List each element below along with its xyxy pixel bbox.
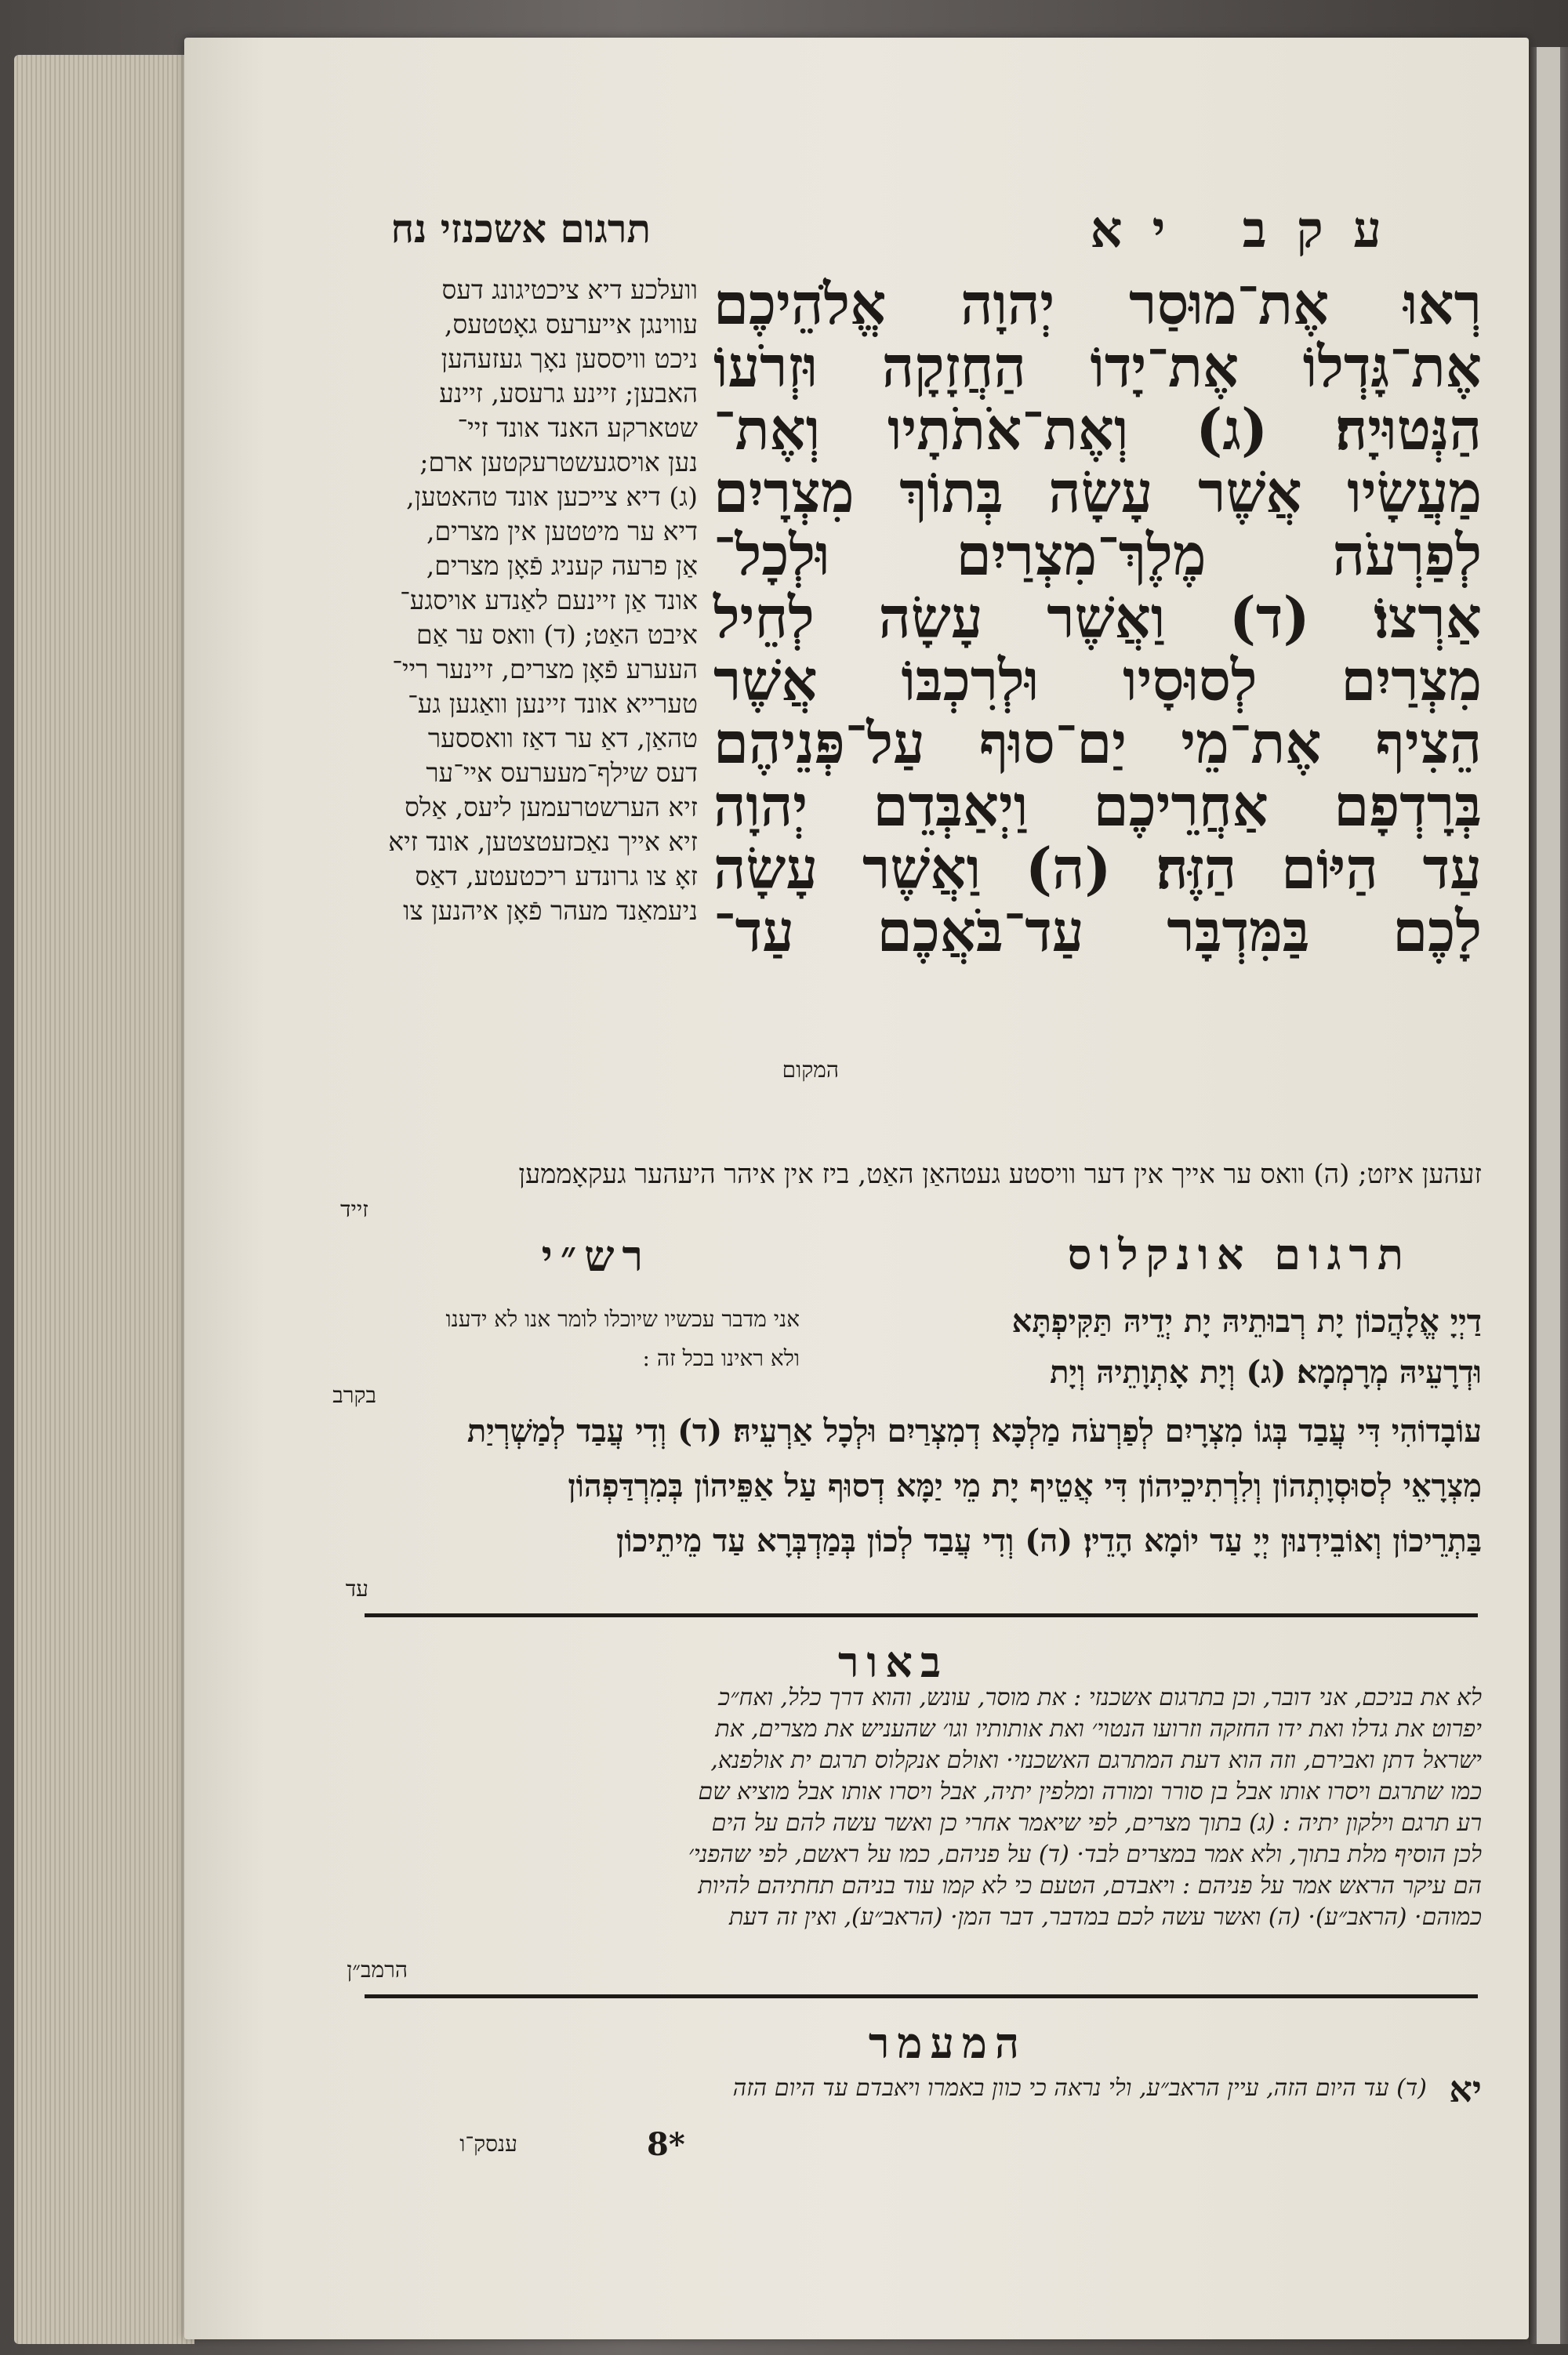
side-line: עווינגן אייערעס גאָטטעס,	[444, 309, 698, 339]
side-line: דיא ער מיטטען אין מצרים,	[426, 516, 698, 546]
verse-line: בְּרָדְפָם אַחֲרֵיכֶם וַיְאַבְּדֵם יְהוָה	[713, 772, 1482, 839]
page-signature-mark: 8*	[647, 2126, 685, 2163]
side-line: האבען; זיינע גרעסע, זיינע	[439, 378, 698, 408]
onkelos-line: וּדְרָעֵיהּ מְרָמְמָא׃ (ג) וְיָת אָתְוָתֵיהּ וְיָת	[1050, 1354, 1482, 1391]
biur-title: באור	[837, 1637, 949, 1687]
section-divider	[365, 1994, 1478, 1998]
onkelos-line: בַּתְרֵיכוֹן וְאוֹבֵידִנוּן יְיָ עַד יוֹמָא הָדֵין׃ (ה) וְדִי עֲבַד לְכוֹן בְּמַדְבְּרָא עַד מֵיתֵיכוֹן	[616, 1522, 1482, 1559]
onkelos-line: מִצְרָאֵי לְסוּסְוָתְהוֹן וְלִרְתִיכֵיהוֹן דִּי אֲטֵיף יָת מֵי יַמָּא דְסוּף עַל אַפֵּיהוֹן בְּמִרְדַּפְהוֹן	[568, 1468, 1482, 1504]
side-line: (ג) דיא צייכען אונד טהאטען,	[406, 481, 698, 512]
verse-line: הֵצִיף אֶת־מֵי יַם־סוּף עַל־פְּנֵיהֶם	[713, 709, 1482, 776]
side-line: זיא הערשטרעמען ליעס, אַלס	[405, 792, 698, 822]
side-line: העערע פֿאָן מצרים, זיינער ריי־	[392, 654, 698, 684]
onkelos-line: דַיְיָ אֱלָהֲכוֹן יָת רְבוּתֵיהּ יָת יְדֵיהּ תַּקִּיפְתָּא	[1011, 1303, 1482, 1340]
side-line: נען אויסגעשטרעקטען ארם;	[419, 447, 698, 477]
side-line: אַן פרעה קעניג פֿאָן מצרים,	[426, 550, 698, 581]
biur-line: הם עיקר הראש אמר על פניהם : ויאבדם, הטעם כי לא קמו עוד בניהם תחתיהם להיות	[698, 1872, 1482, 1900]
translation-catchword: זייד	[340, 1196, 368, 1222]
verse-text-column	[713, 270, 1482, 964]
verse-line: אֶת־גָּדְלוֹ אֶת־יָדוֹ הַחֲזָקָה וּזְרֹעוֹ	[713, 333, 1482, 400]
verse-line: אַרְצוֹ׃ (ד) וַאֲשֶׁר עָשָׂה לְחֵיל	[713, 584, 1482, 651]
biur-text	[337, 1682, 1482, 1933]
biur-line: רע תרגם וילקון יתיה : (ג) בתוך מצרים, לפי שיאמר אחרי כן ואשר עשה להם על הים	[711, 1809, 1482, 1837]
side-line: אונד אַן זיינעם לאַנדע אויסגע־	[400, 585, 698, 615]
verse-line: מַעֲשָׂיו אֲשֶׁר עָשָׂה בְּתוֹךְ מִצְרָיִם	[713, 459, 1482, 525]
biur-line: יפרוט את גדלו ואת ידו החזקה וזרועו הנטוי׳ ואת אותותיו וגו׳ שהעניש את מצרים, את	[715, 1715, 1482, 1743]
hameamer-line: (ד) עד היום הזה, עיין הראב״ע, ולי נראה כי כוון באמרו ויאבדם עד היום הזה	[732, 2074, 1427, 2102]
side-translation-column	[282, 273, 698, 928]
verse-line: הַנְּטוּיָה׃ (ג) וְאֶת־אֹתֹתָיו וְאֶת־	[713, 396, 1482, 463]
onkelos-catchword: עד	[345, 1576, 368, 1602]
side-line: זאָ צו גרונדע ריכטעטע, דאַס	[415, 861, 698, 891]
running-head-main: עקב יא	[1090, 201, 1411, 259]
side-line: שטארקע האנד אונד זיי־	[457, 412, 698, 443]
side-line: איבט האַט; (ד) וואס ער אַם	[416, 619, 698, 650]
rashi-title: רש״י	[541, 1231, 651, 1281]
hameamer-title: המעמר	[868, 2018, 1027, 2068]
rashi-catchword: בקרב	[332, 1382, 376, 1408]
side-line: וועלכע דיא ציכטיגונג דעס	[441, 274, 698, 305]
verse-line: מִצְרַיִם לְסוּסָיו וּלְרִכְבּוֹ אֲשֶׁר	[713, 647, 1482, 713]
side-line: דעס שילף־מעערעס איי־ער	[426, 757, 698, 788]
biur-line: לא את בניכם, אני דובר, וכן בתרגום אשכנזי : את מוסר, עונש, והוא דרך כלל, ואח״כ	[718, 1684, 1482, 1711]
verse-line: רְאוּ אֶת־מוּסַר יְהוָה אֱלֹהֵיכֶם	[713, 270, 1482, 337]
side-line: ניכט וויססען נאָך געזעהען	[441, 343, 698, 374]
verse-catchword: המקום	[782, 1057, 839, 1083]
hameamer-verse-number: יא	[1449, 2068, 1482, 2110]
biur-line: כמו שתרגם ויסרו אותו אבל בן סורר ומורה ומלפין יתיה, אבל ויסרו אותו אבל מוציא שם	[698, 1778, 1482, 1805]
side-line: זיא אייך נאַכזעטצטען, אונד זיא	[388, 826, 698, 857]
rashi-line: ולא ראינו בכל זה :	[642, 1345, 800, 1371]
verse-line: לְפַרְעֹה מֶלֶךְ־מִצְרַיִם וּלְכָל־	[713, 521, 1482, 588]
translation-continuation-line: זעהען איזט; (ה) וואס ער אייך אין דער וויסטע געטהאַן האַט, ביז אין איהר היעהער געקאָממען	[518, 1159, 1482, 1190]
biur-line: לכן הוסיף מלת בתוך, ולא אמר במצרים לבד· (ד) על פניהם, כמו על ראשם, לפי שהפני׳	[688, 1841, 1482, 1868]
verse-line: עַד הַיּוֹם הַזֶּה׃ (ה) וַאֲשֶׁר עָשָׂה	[713, 835, 1482, 902]
book-page	[184, 38, 1529, 2339]
running-head-side: תרגום אשכנזי נח	[390, 205, 651, 252]
side-line: טהאַן, דאַ ער דאַז וואססער	[427, 723, 698, 753]
biur-catchword: הרמב״ן	[347, 1957, 408, 1983]
footer-signature: ענסק־ו	[459, 2131, 517, 2157]
side-line: ניעמאַנד מעהר פֿאָן איהנען צו	[403, 895, 698, 926]
book-page-edges	[14, 55, 194, 2344]
biur-line: ישראל דתן ואבירם, וזה הוא דעת המתרגם האשכנזי· ואולם אנקלוס תרגם ית אולפנא,	[710, 1747, 1482, 1774]
verse-line: לָכֶם בַּמִּדְבָּר עַד־בֹּאֲכֶם עַד־	[713, 898, 1482, 964]
rashi-line: אני מדבר עכשיו שיוכלו לומר אנו לא ידענו	[445, 1306, 800, 1332]
side-line: טערייא אונד זיינען וואַגען גע־	[408, 688, 698, 719]
onkelos-line: עוֹבָדוֹהִי דִּי עֲבַד בְּגוֹ מִצְרָיִם לְפַרְעֹה מַלְכָּא דְמִצְרַיִם וּלְכָל אַרְעֵיהּ׃ (ד) וְדִי עֲבַד לְמַשְׁרְיַת	[466, 1413, 1482, 1450]
section-divider	[365, 1613, 1478, 1617]
biur-line: כמוהם· (הראב״ע)· (ה) ואשר עשה לכם במדבר, דבר המן· (הראב״ע), ואין זה דעת	[729, 1903, 1482, 1931]
onkelos-title: תרגום אונקלוס	[1067, 1229, 1411, 1279]
facing-page-edge	[1529, 47, 1568, 2344]
